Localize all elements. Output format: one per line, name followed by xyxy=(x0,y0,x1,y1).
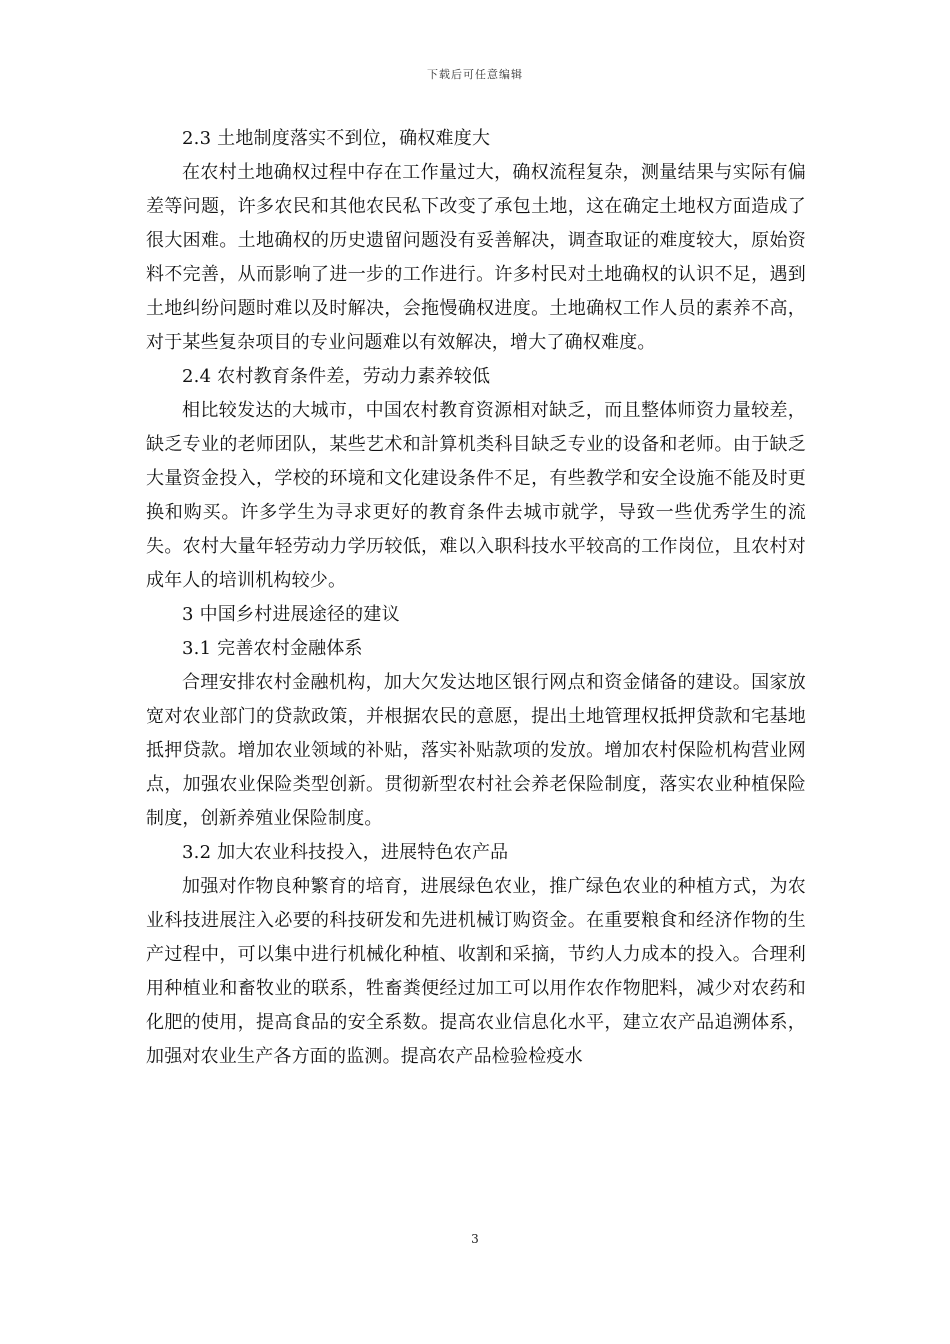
document-body xyxy=(146,122,806,1074)
paragraph-agri-tech: 加强对作物良种繁育的培育，进展绿色农业，推广绿色农业的种植方式，为农业科技进展注入必要的科技研发和先进机械订购资金。在重要粮食和经济作物的生产过程中，可以集中进行机械化种植、收割和采摘，节约人力成本的投入。合理利用种植业和畜牧业的联系，牲畜粪便经过加工可以用作农作物肥料，减少对农药和化肥的使用，提高食品的安全系数。提高农业信息化水平，建立农产品追溯体系，加强对农业生产各方面的监测。提高农产品检验检疫水 xyxy=(146,876,806,1067)
page-number: 3 xyxy=(471,1232,479,1246)
section-heading-2-3: 2.3 土地制度落实不到位，确权难度大 xyxy=(182,128,491,149)
paragraph-rural-education: 相比较发达的大城市，中国农村教育资源相对缺乏，而且整体师资力量较差，缺乏专业的老师团队，某些艺术和計算机类科目缺乏专业的设备和老师。由于缺乏大量资金投入，学校的环境和文化建设条件不足，有些教学和安全设施不能及时更换和购买。许多学生为寻求更好的教育条件去城市就学，导致一些优秀学生的流失。农村大量年轻劳动力学历较低，难以入职科技水平较高的工作岗位，且农村对成年人的培训机构较少。 xyxy=(146,400,806,591)
paragraph-land-rights: 在农村土地确权过程中存在工作量过大，确权流程复杂，测量结果与实际有偏差等问题，许多农民和其他农民私下改变了承包土地，这在确定土地权方面造成了很大困难。土地确权的历史遗留问题没有妥善解决，调查取证的难度较大，原始资料不完善，从而影响了进一步的工作进行。许多村民对土地确权的认识不足，遇到土地纠纷问题时难以及时解决，会拖慢确权进度。土地确权工作人员的素养不高，对于某些复杂项目的专业问题难以有效解决，增大了确权难度。 xyxy=(146,162,806,353)
page-header: 下载后可任意编辑 xyxy=(427,68,523,81)
section-heading-3-1: 3.1 完善农村金融体系 xyxy=(182,638,363,659)
section-heading-2-4: 2.4 农村教育条件差，劳动力素养较低 xyxy=(182,366,491,387)
section-heading-3: 3 中国乡村进展途径的建议 xyxy=(182,604,400,625)
paragraph-rural-finance: 合理安排农村金融机构，加大欠发达地区银行网点和资金储备的建设。国家放宽对农业部门的贷款政策，并根据农民的意愿，提出土地管理权抵押贷款和宅基地抵押贷款。增加农业领域的补贴，落实补贴款项的发放。增加农村保险机构营业网点，加强农业保险类型创新。贯彻新型农村社会养老保险制度，落实农业种植保险制度，创新养殖业保险制度。 xyxy=(146,672,806,829)
section-heading-3-2: 3.2 加大农业科技投入，进展特色农产品 xyxy=(182,842,509,863)
